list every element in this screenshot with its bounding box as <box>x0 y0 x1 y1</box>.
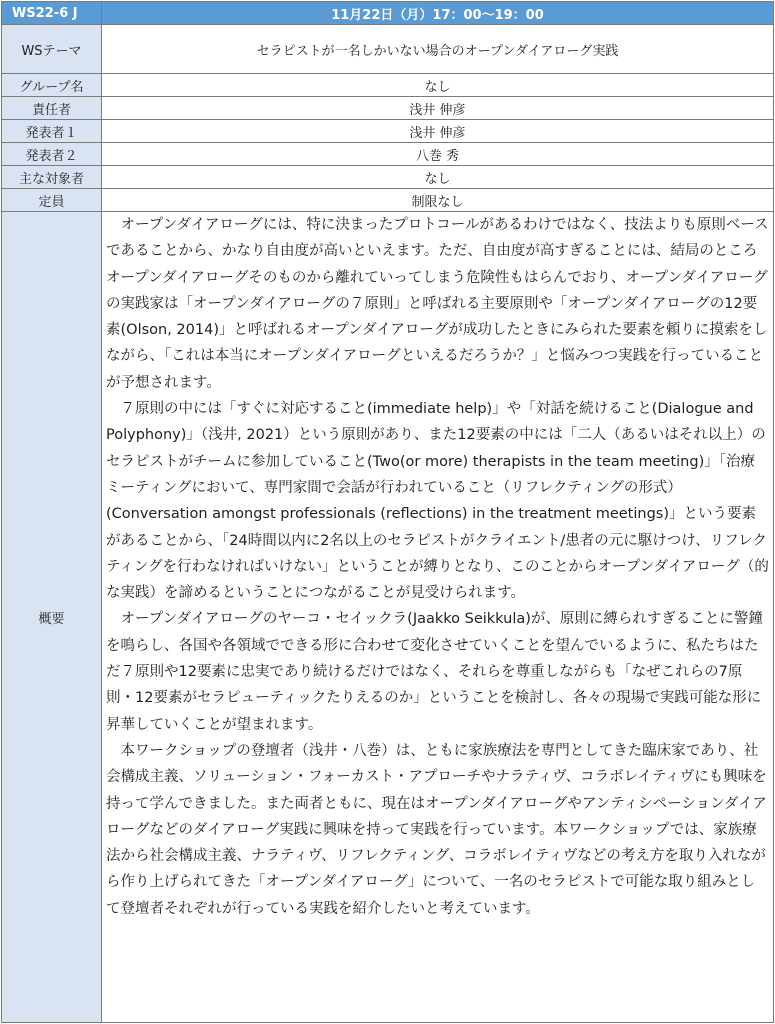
capacity-row <box>2 189 774 212</box>
summary-body <box>102 212 774 1023</box>
summary-paragraph: オープンダイアローグのヤーコ・セイックラ(Jaakko Seikkula)が、原則に縛られすぎることに警鐘を鳴らし、各国や各領域でできる形に合わせて変化させていくことを望んでいるように、私たちはただ７原則や12要素に忠実であり続けるだけではなく、それらを尊重しながらも「なぜこれらの7原則・12要素がセラピューティックたりえるのか」ということを検討し、各々の現場で実践可能な形に昇華していくことが望まれます。 <box>106 611 763 733</box>
presenter2-value: 八巻 秀 <box>102 143 774 166</box>
group-label: グループ名 <box>2 74 102 97</box>
theme-row <box>2 25 774 74</box>
header-row <box>2 2 774 25</box>
summary-label: 概要 <box>2 212 102 1023</box>
theme-value: セラピストが一名しかいない場合のオープンダイアローグ実践 <box>102 25 774 74</box>
capacity-value: 制限なし <box>102 189 774 212</box>
presenter1-label: 発表者１ <box>2 120 102 143</box>
summary-paragraph: オープンダイアローグには、特に決まったプロトコールがあるわけではなく、技法よりも原則ベースであることから、かなり自由度が高いといえます。ただ、自由度が高すぎることには、結局のところオープンダイアローグそのものから離れていってしまう危険性もはらんでおり、オープンダイアローグの実践家は「オープンダイアローグの７原則」と呼ばれる主要原則や「オープンダイアローグの12要素(Olson, 2014)」と呼ばれるオープンダイアローグが成功したときにみられた要素を頼りに摸索をしながら、「これは本当にオープンダイアローグといえるだろうか？」と悩みつつ実践を行っていることが予想されます。 <box>106 217 769 391</box>
presenter1-value: 浅井 伸彦 <box>102 120 774 143</box>
group-value: なし <box>102 74 774 97</box>
group-row <box>2 74 774 97</box>
presenter2-row <box>2 143 774 166</box>
capacity-label: 定員 <box>2 189 102 212</box>
audience-label: 主な対象者 <box>2 166 102 189</box>
audience-row <box>2 166 774 189</box>
presenter1-row <box>2 120 774 143</box>
summary-paragraph: ７原則の中には「すぐに対応すること(immediate help)」や「対話を続けること(Dialogue and Polyphony)」（浅井, 2021）という原則があり、また12要素の中には「二人（あるいはそれ以上）のセラピストがチームに参加していること(Two(or more) therapists in the team meeting)」「治療ミーティングにおいて、専門家間で会話が行われていること（リフレクティングの形式）(Conversation amongst professionals (reflections) in the treatment meetings)」という要素があることから、「24時間以内に2名以上のセラピストがクライエント/患者の元に駆けつけ、リフレクティングを行わなければいけない」ということが縛りとなり、このことからオープンダイアローグ（的な実践）を諦めるということにつながることが見受けられます。 <box>106 401 769 602</box>
summary-row <box>2 212 774 1023</box>
presenter2-label: 発表者２ <box>2 143 102 166</box>
theme-label: WSテーマ <box>2 25 102 74</box>
organizer-row <box>2 97 774 120</box>
session-datetime: 11月22日（月）17：00～19：00 <box>102 2 774 25</box>
organizer-value: 浅井 伸彦 <box>102 97 774 120</box>
summary-paragraph: 本ワークショップの登壇者（浅井・八巻）は、ともに家族療法を専門としてきた臨床家であり、社会構成主義、ソリューション・フォーカスト・アプローチやナラティヴ、コラボレイティヴにも興味を持って学んできました。また両者ともに、現在はオープンダイアローグやアンティシペーションダイアローグなどのダイアローグ実践に興味を持って実践を行っています。本ワークショップでは、家族療法から社会構成主義、ナラティヴ、リフレクティング、コラボレイティヴなどの考え方を取り入れながら作り上げられてきた「オープンダイアローグ」について、一名のセラピストで可能な取り組みとして登壇者それぞれが行っている実践を紹介したいと考えています。 <box>106 742 767 917</box>
workshop-info-table <box>1 1 774 1023</box>
session-code: WS22-6 J <box>2 2 102 25</box>
audience-value: なし <box>102 166 774 189</box>
organizer-label: 責任者 <box>2 97 102 120</box>
